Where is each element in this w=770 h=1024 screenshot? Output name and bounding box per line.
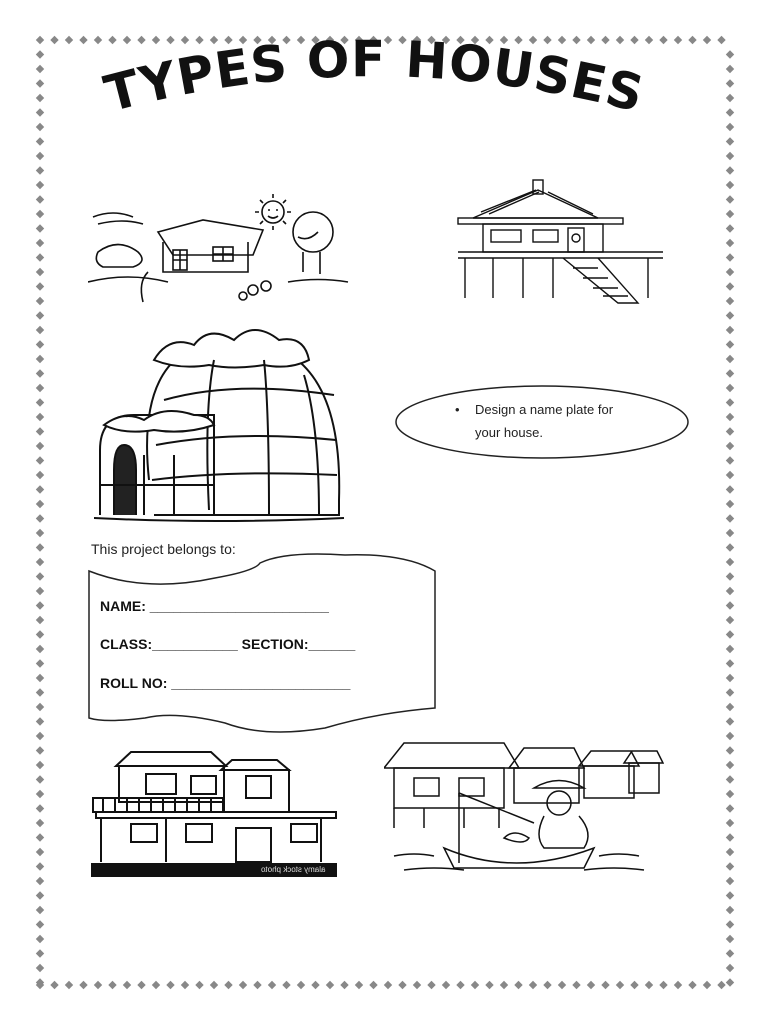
border-diamond xyxy=(36,935,44,943)
border-diamond xyxy=(36,456,44,464)
border-diamond xyxy=(36,645,44,653)
border-diamond xyxy=(36,819,44,827)
border-diamond xyxy=(36,703,44,711)
border-diamond xyxy=(572,981,580,989)
border-diamond xyxy=(36,891,44,899)
border-diamond xyxy=(726,978,734,986)
border-diamond xyxy=(726,471,734,479)
border-diamond xyxy=(726,413,734,421)
border-diamond xyxy=(36,442,44,450)
border-diamond xyxy=(36,543,44,551)
border-diamond xyxy=(442,981,450,989)
border-diamond xyxy=(726,804,734,812)
border-diamond xyxy=(726,123,734,131)
border-diamond xyxy=(36,790,44,798)
border-diamond xyxy=(36,282,44,290)
border-diamond xyxy=(726,949,734,957)
border-diamond xyxy=(36,108,44,116)
border-diamond xyxy=(726,891,734,899)
border-diamond xyxy=(726,79,734,87)
page-title xyxy=(70,30,670,130)
border-diamond xyxy=(36,50,44,58)
border-diamond xyxy=(195,981,203,989)
border-diamond xyxy=(688,981,696,989)
border-diamond xyxy=(94,981,102,989)
border-diamond xyxy=(726,384,734,392)
instruction-text xyxy=(455,398,675,444)
border-diamond xyxy=(726,630,734,638)
border-diamond xyxy=(340,981,348,989)
border-diamond xyxy=(36,123,44,131)
border-diamond xyxy=(674,36,682,44)
border-diamond xyxy=(36,340,44,348)
title-text: TYPES OF HOUSES xyxy=(98,30,650,124)
border-diamond xyxy=(616,981,624,989)
border-diamond xyxy=(514,981,522,989)
border-diamond xyxy=(726,442,734,450)
border-diamond xyxy=(427,981,435,989)
border-diamond xyxy=(726,210,734,218)
border-diamond xyxy=(137,981,145,989)
name-field: NAME: _______________________ xyxy=(100,598,329,614)
border-diamond xyxy=(726,572,734,580)
border-diamond xyxy=(726,659,734,667)
border-diamond xyxy=(36,848,44,856)
border-diamond xyxy=(471,981,479,989)
border-diamond xyxy=(726,253,734,261)
border-diamond xyxy=(36,674,44,682)
border-diamond xyxy=(529,981,537,989)
class-section-field: CLASS:___________ SECTION:______ xyxy=(100,636,356,652)
border-diamond xyxy=(726,500,734,508)
border-diamond xyxy=(726,369,734,377)
border-diamond xyxy=(36,688,44,696)
border-diamond xyxy=(726,746,734,754)
border-diamond xyxy=(123,981,131,989)
border-diamond xyxy=(36,775,44,783)
border-diamond xyxy=(36,529,44,537)
svg-text:TYPES OF HOUSES xyxy=(99,30,650,124)
border-diamond xyxy=(369,981,377,989)
border-diamond xyxy=(36,500,44,508)
border-diamond xyxy=(36,514,44,522)
roll-no-field: ROLL NO: _______________________ xyxy=(100,675,351,691)
border-diamond xyxy=(717,981,725,989)
border-diamond xyxy=(108,981,116,989)
border-diamond xyxy=(726,282,734,290)
border-diamond xyxy=(726,920,734,928)
border-diamond xyxy=(36,166,44,174)
border-diamond xyxy=(79,981,87,989)
border-diamond xyxy=(36,616,44,624)
border-diamond xyxy=(36,398,44,406)
border-diamond xyxy=(726,674,734,682)
border-diamond xyxy=(601,981,609,989)
border-diamond xyxy=(297,981,305,989)
border-diamond xyxy=(726,935,734,943)
border-diamond xyxy=(355,981,363,989)
border-diamond xyxy=(726,224,734,232)
border-diamond xyxy=(36,36,44,44)
border-diamond xyxy=(543,981,551,989)
border-diamond xyxy=(726,862,734,870)
border-diamond xyxy=(36,369,44,377)
border-diamond xyxy=(630,981,638,989)
border-diamond xyxy=(726,94,734,102)
border-diamond xyxy=(36,268,44,276)
floating-village-illustration xyxy=(384,738,664,878)
border-diamond xyxy=(485,981,493,989)
border-diamond xyxy=(726,688,734,696)
border-diamond xyxy=(726,456,734,464)
border-diamond xyxy=(65,981,73,989)
border-diamond xyxy=(36,572,44,580)
border-diamond xyxy=(726,297,734,305)
border-diamond xyxy=(253,981,261,989)
border-diamond xyxy=(36,224,44,232)
border-diamond xyxy=(726,355,734,363)
border-diamond xyxy=(645,981,653,989)
border-diamond xyxy=(456,981,464,989)
border-diamond xyxy=(726,239,734,247)
border-diamond xyxy=(726,732,734,740)
border-diamond xyxy=(36,355,44,363)
border-diamond xyxy=(36,239,44,247)
border-diamond xyxy=(36,833,44,841)
border-diamond xyxy=(659,981,667,989)
border-diamond xyxy=(726,137,734,145)
border-diamond xyxy=(181,981,189,989)
border-diamond xyxy=(558,981,566,989)
border-diamond xyxy=(726,485,734,493)
border-diamond xyxy=(36,862,44,870)
border-diamond xyxy=(36,94,44,102)
border-diamond xyxy=(726,529,734,537)
instruction-line-1: Design a name plate for xyxy=(475,402,614,417)
border-diamond xyxy=(384,981,392,989)
border-diamond xyxy=(726,166,734,174)
border-diamond xyxy=(50,36,58,44)
border-diamond xyxy=(726,645,734,653)
border-diamond xyxy=(726,587,734,595)
border-diamond xyxy=(726,833,734,841)
border-diamond xyxy=(726,819,734,827)
border-diamond xyxy=(688,36,696,44)
border-diamond xyxy=(726,717,734,725)
hut-illustration xyxy=(88,192,358,307)
border-diamond xyxy=(726,152,734,160)
border-diamond xyxy=(36,601,44,609)
border-diamond xyxy=(36,79,44,87)
border-diamond xyxy=(726,775,734,783)
border-diamond xyxy=(36,137,44,145)
border-diamond xyxy=(726,543,734,551)
border-diamond xyxy=(726,326,734,334)
two-storey-house-illustration xyxy=(91,748,337,864)
border-diamond xyxy=(36,384,44,392)
border-diamond xyxy=(36,195,44,203)
border-diamond xyxy=(587,981,595,989)
border-diamond xyxy=(36,949,44,957)
border-diamond xyxy=(726,398,734,406)
border-diamond xyxy=(703,36,711,44)
border-diamond xyxy=(726,181,734,189)
border-diamond xyxy=(36,920,44,928)
bullet-icon: • xyxy=(455,402,460,417)
border-diamond xyxy=(311,981,319,989)
border-diamond xyxy=(36,326,44,334)
border-diamond xyxy=(166,981,174,989)
border-diamond xyxy=(413,981,421,989)
border-diamond xyxy=(268,981,276,989)
border-diamond xyxy=(726,108,734,116)
border-diamond xyxy=(36,630,44,638)
border-diamond xyxy=(36,427,44,435)
border-diamond xyxy=(36,471,44,479)
border-diamond xyxy=(36,311,44,319)
border-diamond xyxy=(36,906,44,914)
border-diamond xyxy=(210,981,218,989)
border-diamond xyxy=(717,36,725,44)
border-diamond xyxy=(36,587,44,595)
igloo-illustration xyxy=(94,320,354,525)
border-diamond xyxy=(36,558,44,566)
border-diamond xyxy=(726,616,734,624)
border-diamond xyxy=(152,981,160,989)
border-diamond xyxy=(726,703,734,711)
border-diamond xyxy=(36,717,44,725)
border-diamond xyxy=(500,981,508,989)
border-diamond xyxy=(36,65,44,73)
stilt-house-illustration xyxy=(453,178,671,308)
border-diamond xyxy=(239,981,247,989)
border-diamond xyxy=(36,253,44,261)
border-diamond xyxy=(726,848,734,856)
border-diamond xyxy=(326,981,334,989)
border-diamond xyxy=(36,181,44,189)
border-diamond xyxy=(726,906,734,914)
watermark-text: alamy stock photo xyxy=(260,865,325,874)
border-diamond xyxy=(726,558,734,566)
border-diamond xyxy=(674,981,682,989)
border-diamond xyxy=(282,981,290,989)
border-diamond xyxy=(726,65,734,73)
border-diamond xyxy=(36,297,44,305)
border-diamond xyxy=(726,340,734,348)
border-diamond xyxy=(726,514,734,522)
border-diamond xyxy=(36,210,44,218)
border-diamond xyxy=(50,981,58,989)
border-diamond xyxy=(726,877,734,885)
border-diamond xyxy=(726,268,734,276)
instruction-line-2: your house. xyxy=(475,425,543,440)
border-diamond xyxy=(703,981,711,989)
border-diamond xyxy=(726,790,734,798)
border-diamond xyxy=(36,485,44,493)
border-diamond xyxy=(36,877,44,885)
border-diamond xyxy=(36,659,44,667)
border-diamond xyxy=(726,761,734,769)
border-diamond xyxy=(36,413,44,421)
belongs-label: This project belongs to: xyxy=(91,541,236,557)
border-diamond xyxy=(36,964,44,972)
border-diamond xyxy=(36,152,44,160)
border-diamond xyxy=(726,195,734,203)
border-diamond xyxy=(726,427,734,435)
watermark-strip xyxy=(91,863,337,877)
border-diamond xyxy=(726,311,734,319)
border-diamond xyxy=(726,50,734,58)
border-diamond xyxy=(36,732,44,740)
border-diamond xyxy=(36,746,44,754)
border-diamond xyxy=(224,981,232,989)
border-diamond xyxy=(726,964,734,972)
border-diamond xyxy=(36,804,44,812)
border-diamond xyxy=(398,981,406,989)
border-diamond xyxy=(36,761,44,769)
border-diamond xyxy=(726,601,734,609)
